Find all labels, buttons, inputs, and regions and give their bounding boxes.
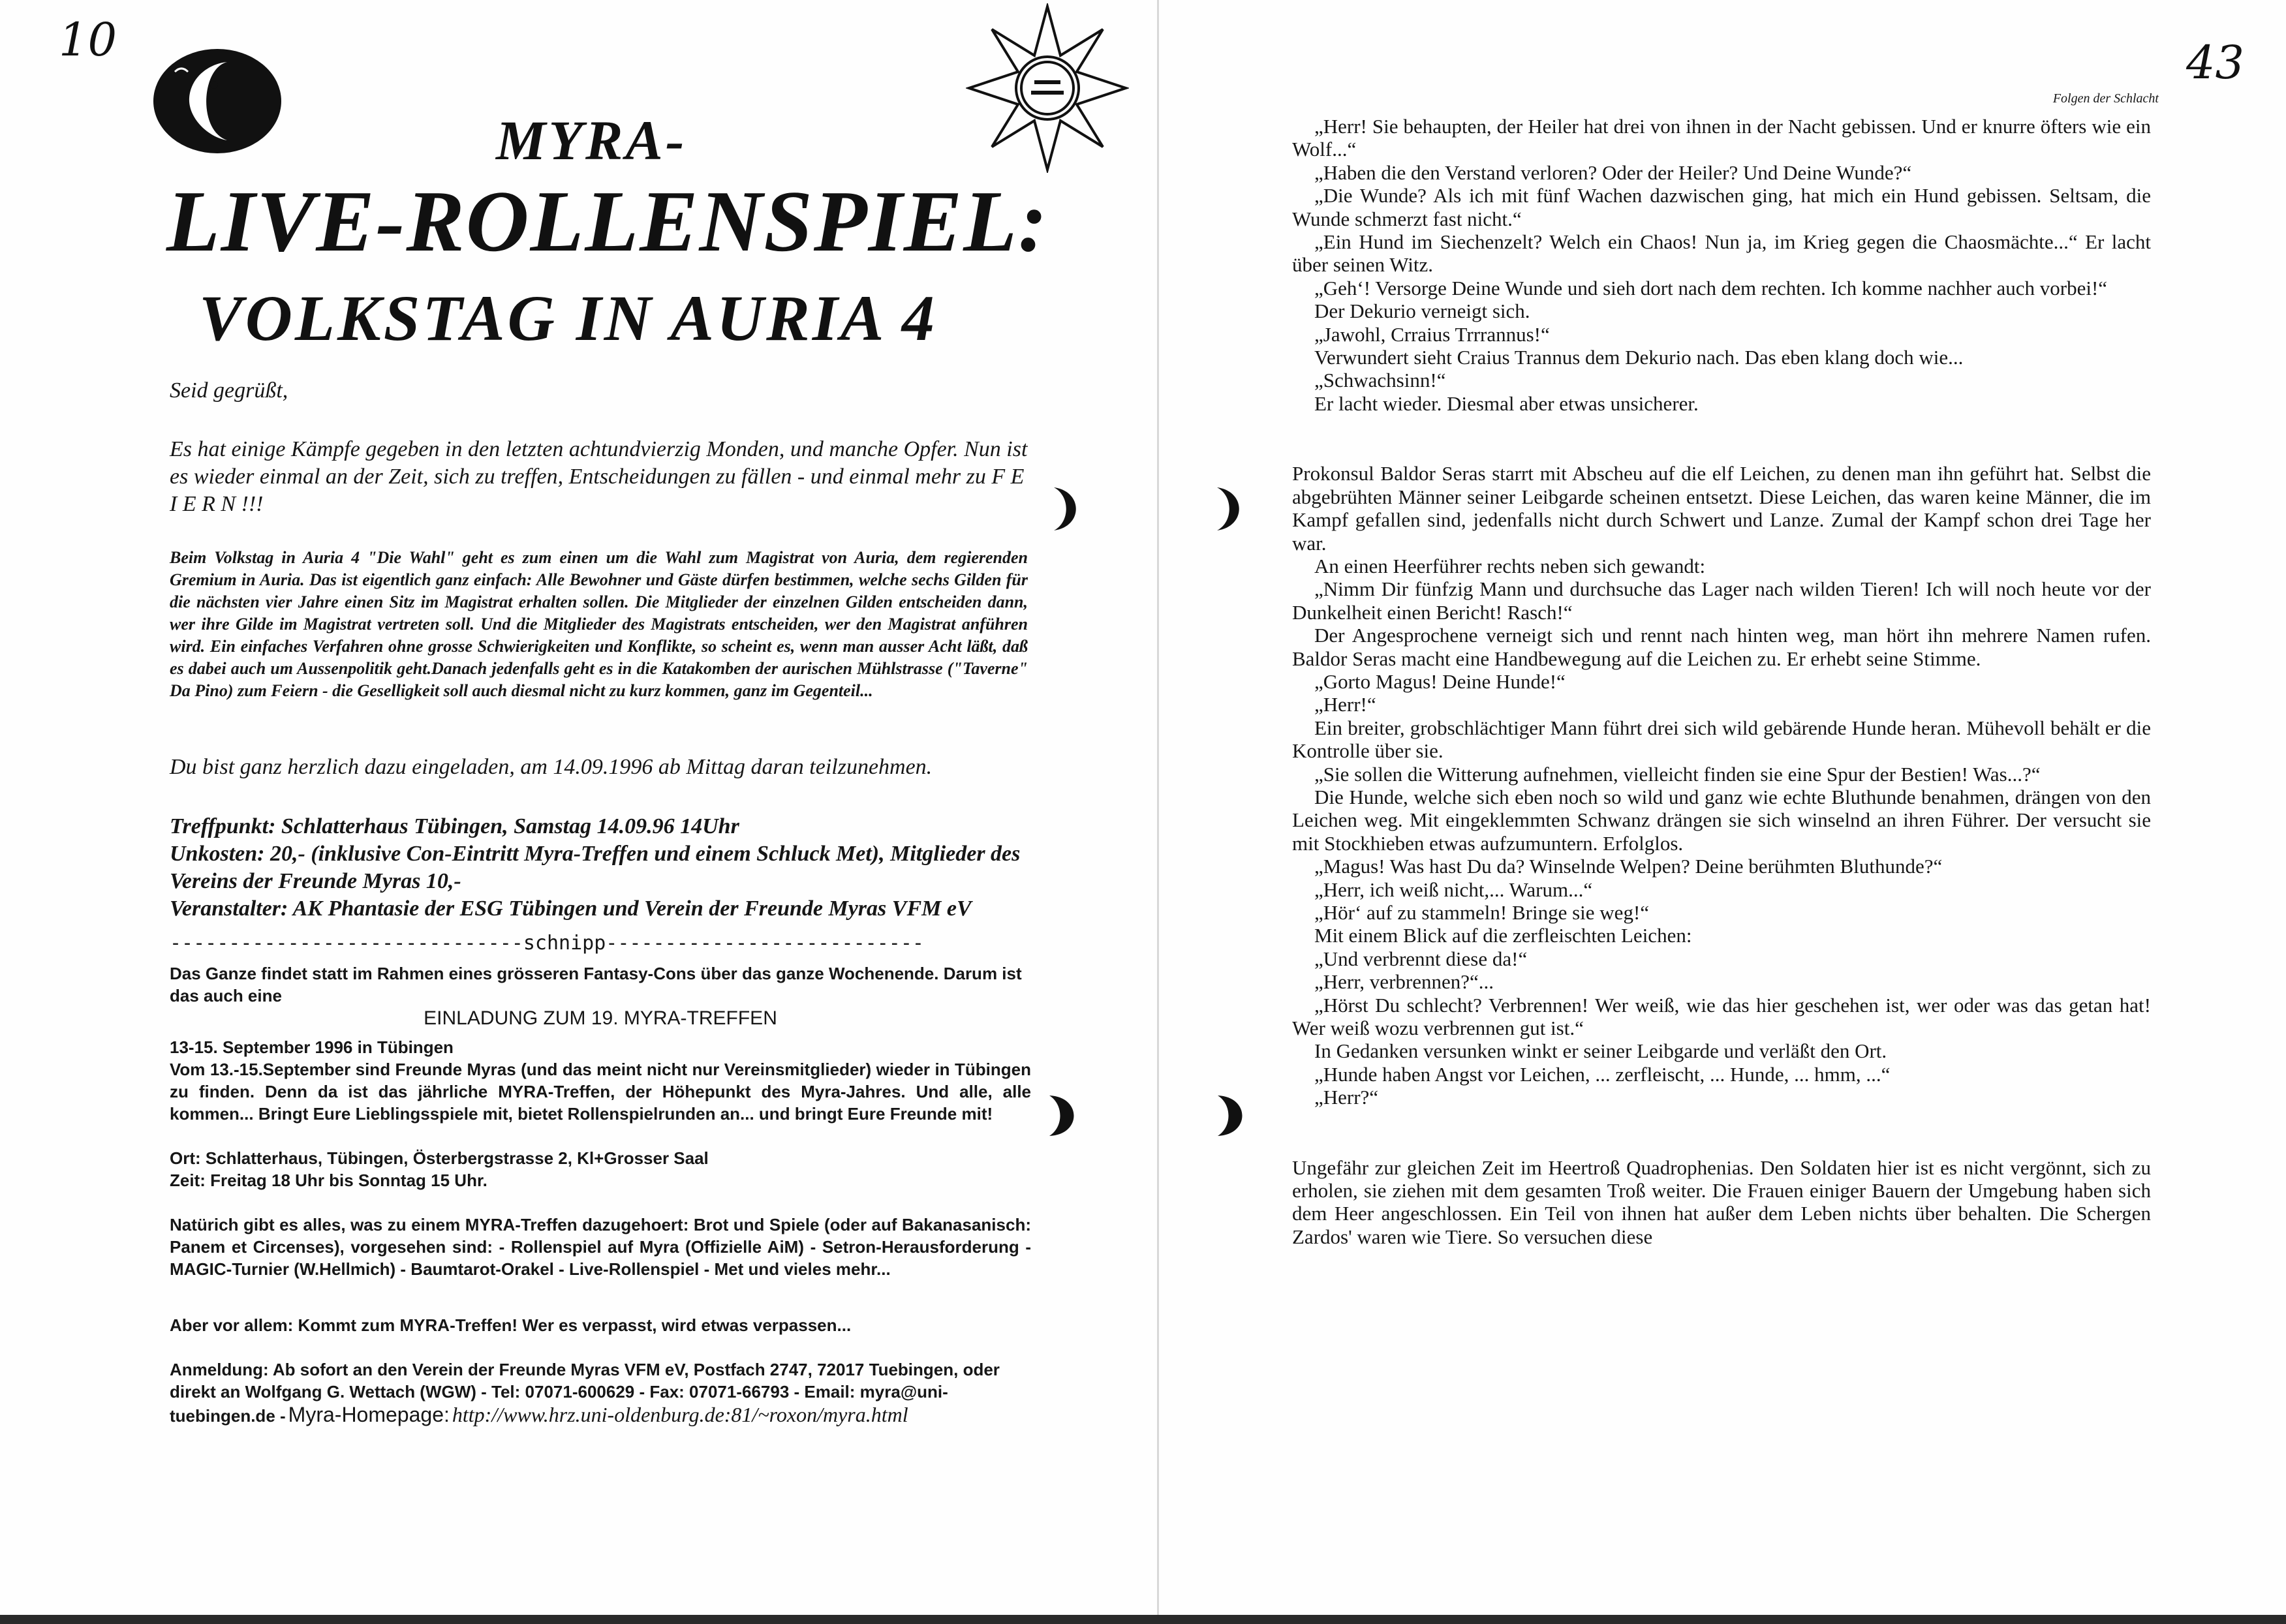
meeting-invitation-heading: EINLADUNG ZUM 19. MYRA-TREFFEN (424, 1007, 777, 1029)
story-paragraph: Ein breiter, grobschlächtiger Mann führt drei sich wild gebärende Hunde heran. Mühevoll behält er die Kontrolle über sie. (1292, 716, 2151, 763)
story-paragraph: „Magus! Was hast Du da? Winselnde Welpen? Deine berühmten Bluthunde?“ (1314, 855, 1943, 878)
page-fold (1157, 0, 1159, 1624)
meeting-description: Vom 13.-15.September sind Freunde Myras (und das meint nicht nur Vereinsmitglieder) wieder in Tübingen zu finden. Denn da ist das jährliche MYRA-Treffen, der Höhepunkt des Myra-Jahres. Und alle, alle kommen... Bringt Eure Lieblingsspiele mit, bietet Rollenspielrunden an... und bringt Eure Freunde mit! (170, 1060, 1031, 1124)
story-paragraph: Er lacht wieder. Diesmal aber etwas unsicherer. (1314, 391, 1699, 415)
meeting-point: Treffpunkt: Schlatterhaus Tübingen, Samstag 14.09.96 14Uhr (170, 814, 739, 838)
story-paragraph: An einen Heerführer rechts neben sich gewandt: (1314, 554, 1706, 577)
story-paragraph: „Hörst Du schlecht? Verbrennen! Wer weiß, wie das hier geschehen ist, wer oder was das getan hat! Wer weiß wozu verbrennen gut ist.“ (1292, 993, 2151, 1040)
crescent-moon-icon (1213, 1093, 1252, 1139)
running-header: Folgen der Schlacht (2052, 91, 2159, 106)
crescent-moon-icon (1044, 1093, 1083, 1139)
crescent-moon-icon (1047, 486, 1087, 532)
story-paragraph: „Jawohl, Crraius Trrrannus!“ (1314, 322, 1550, 346)
title-top: MYRA- (496, 109, 687, 172)
story-paragraph: „Die Wunde? Als ich mit fünf Wachen dazwischen ging, hat mich ein Hund gebissen. Seltsam, die Wunde schmerzt fast nicht.“ (1292, 184, 2151, 230)
moon-face-logo-icon (149, 46, 286, 157)
story-paragraph: Verwundert sieht Craius Trannus dem Dekurio nach. Das eben klang doch wie... (1314, 346, 1964, 369)
left-page-number: 10 (59, 13, 117, 67)
crescent-moon-icon (1211, 486, 1250, 532)
closing-note: Aber vor allem: Kommt zum MYRA-Treffen! Wer es verpasst, wird etwas verpassen... (170, 1315, 852, 1335)
registration-text: Anmeldung: Ab sofort an den Verein der Freunde Myras VFM eV, Postfach 2747, 72017 Tuebingen, oder direkt an Wolfgang G. Wettach (WGW) - Tel: 07071-600629 - Fax: 07071-66793 - Email: myra@uni-tuebingen.de - (170, 1360, 1000, 1426)
time: Zeit: Freitag 18 Uhr bis Sonntag 15 Uhr. (170, 1171, 487, 1190)
story-paragraph: „Herr, ich weiß nicht,... Warum...“ (1314, 878, 1593, 901)
main-title: LIVE-ROLLENSPIEL: (166, 173, 1049, 269)
location: Ort: Schlatterhaus, Tübingen, Österbergstrasse 2, Kl+Grosser Saal (170, 1148, 709, 1168)
story-text (1292, 115, 2151, 1248)
story-paragraph: „Herr?“ (1314, 1086, 1379, 1109)
meeting-date: 13-15. September 1996 in Tübingen (170, 1037, 454, 1057)
story-paragraph: Ungefähr zur gleichen Zeit im Heertroß Quadrophenias. Den Soldaten hier ist es nicht vergönnt, sich zu erholen, sie ziehen mit dem gesamten Troß weiter. Die Frauen einiger Bauern der Umgebung haben sich dem Heer angeschlossen. Ein Teil von ihnen hat außer dem Leben nichts über behalten. Die Schergen Zardos' waren wie Tiere. So versuchen diese (1292, 1156, 2151, 1248)
story-paragraph: „Nimm Dir fünfzig Mann und durchsuche das Lager nach wilden Tieren! Ich will noch heute vor der Dunkelheit einen Bericht! Rasch!“ (1292, 577, 2151, 624)
context-text: Das Ganze findet statt im Rahmen eines grösseren Fantasy-Cons über das ganze Wochenende. Darum ist das auch eine (170, 964, 1022, 1005)
story-paragraph: Prokonsul Baldor Seras starrt mit Abscheu auf die elf Leichen, zu denen man ihn geführt hat. Selbst die abgebrühten Männer seiner Leibgarde scheinen entsetzt. Diese Leichen, das waren keine Männer, die im Kampf gefallen sind, jedenfalls nicht durch Schwert und Lanze. Zumal der Kampf schon drei Tage her war. (1292, 462, 2151, 555)
organizer: Veranstalter: AK Phantasie der ESG Tübingen und Verein der Freunde Myras VFM eV (170, 896, 972, 921)
story-paragraph: „Herr!“ (1314, 693, 1376, 716)
intro-text: Es hat einige Kämpfe gegeben in den letzten achtundvierzig Monden, und manche Opfer. Nun ist es wieder einmal an der Zeit, sich zu treffen, Entscheidungen zu fällen - und einmal mehr zu F E I E R N !!! (170, 437, 1028, 516)
program-list: Natürich gibt es alles, was zu einem MYRA-Treffen dazugehoert: Brot und Spiele (oder auf Bakanasanisch: Panem et Circenses), vorgesehen sind: - Rollenspiel auf Myra (Offizielle AiM) - Setron-Herausforderung - MAGIC-Turnier (W.Hellmich) - Baumtarot-Orakel - Live-Rollenspiel - Met und vieles mehr... (170, 1215, 1031, 1279)
story-paragraph: Die Hunde, welche sich eben noch so wild und ganz wie echte Bluthunde benahmen, drängen von den Leichen weg. Mit eingeklemmten Schwanz drängen sie sich winselnd an ihren Führer. Der versucht sie mit Stockhieben etwas aufzumuntern. Erfolglos. (1292, 785, 2151, 855)
homepage-label: Myra-Homepage: (288, 1403, 450, 1426)
story-paragraph: „Schwachsinn!“ (1314, 369, 1446, 392)
story-paragraph: „Herr, verbrennen?“... (1314, 970, 1494, 994)
story-paragraph: Der Angesprochene verneigt sich und rennt nach hinten weg, man hört ihn mehrere Namen rufen. Baldor Seras macht eine Handbewegung auf die Leichen zu. Er erhebt seine Stimme. (1292, 624, 2151, 670)
right-page-number: 43 (2186, 36, 2245, 89)
story-paragraph: „Ein Hund im Siechenzelt? Welch ein Chaos! Nun ja, im Krieg gegen die Chaosmächte...“ Er lacht über seinen Witz. (1292, 230, 2151, 277)
homepage-url[interactable]: http://www.hrz.uni-oldenburg.de:81/~roxon/myra.html (452, 1403, 908, 1426)
invitation-text: Du bist ganz herzlich dazu eingeladen, am 14.09.1996 ab Mittag daran teilzunehmen. (170, 755, 933, 779)
story-paragraph: „Hunde haben Angst vor Leichen, ... zerfleischt, ... Hunde, ... hmm, ...“ (1314, 1062, 1891, 1086)
volkstag-description: Beim Volkstag in Auria 4 "Die Wahl" geht es zum einen um die Wahl zum Magistrat von Auria, dem regierenden Gremium in Auria. Das ist eigentlich ganz einfach: Alle Bewohner und Gäste dürfen bestimmen, welche sechs Gilden für die nächsten vier Jahre einen Sitz im Magistrat erhalten sollen. Die Mitglieder der einzelnen Gilden entscheiden dann, wer ihre Gilde im Magistrat vertreten soll. Und die Mitglieder des Magistrats entscheiden, wer den Magistrat anführen wird. Ein einfaches Verfahren ohne grosse Schwierigkeiten und Konflikte, so scheint es, wenn man ausser Acht läßt, daß es dabei auch um Aussenpolitik geht.Danach jedenfalls geht es in die Katakomben der aurischen Mühlstrasse ("Taverne" Da Pino) zum Feiern - die Geselligkeit soll auch diesmal nicht zu kurz kommen, ganz im Gegenteil... (170, 548, 1028, 700)
story-paragraph: Der Dekurio verneigt sich. (1314, 299, 1530, 323)
scan-bottom-edge (0, 1615, 2286, 1624)
story-paragraph: „Haben die den Verstand verloren? Oder der Heiler? Und Deine Wunde?“ (1314, 161, 1912, 184)
story-paragraph: Mit einem Blick auf die zerfleischten Leichen: (1314, 924, 1692, 947)
story-paragraph: In Gedanken versunken winkt er seiner Leibgarde und verläßt den Ort. (1314, 1039, 1887, 1063)
costs: Unkosten: 20,- (inklusive Con-Eintritt Myra-Treffen und einem Schluck Met), Mitglieder des Vereins der Freunde Myras 10,- (170, 842, 1021, 893)
story-paragraph: „Gorto Magus! Deine Hunde!“ (1314, 669, 1566, 693)
story-paragraph: „Hör‘ auf zu stammeln! Bringe sie weg!“ (1314, 901, 1650, 924)
story-paragraph: „Herr! Sie behaupten, der Heiler hat drei von ihnen in der Nacht gebissen. Und er knurre öfters wie ein Wolf...“ (1292, 115, 2151, 161)
registration (170, 1358, 1031, 1427)
story-paragraph: „Geh‘! Versorge Deine Wunde und sieh dort nach dem rechten. Ich komme nachher auch vorbei!“ (1314, 276, 2108, 299)
story-paragraph: „Und verbrennt diese da!“ (1314, 947, 1528, 970)
greeting: Seid gegrüßt, (170, 378, 288, 403)
subtitle: VOLKSTAG IN AURIA 4 (199, 282, 937, 354)
sun-star-emblem-icon (966, 3, 1129, 173)
story-paragraph: „Sie sollen die Witterung aufnehmen, vielleicht finden sie eine Spur der Bestien! Was...?“ (1314, 762, 2041, 786)
cut-line: ------------------------------schnipp--------------------------- (170, 932, 924, 955)
